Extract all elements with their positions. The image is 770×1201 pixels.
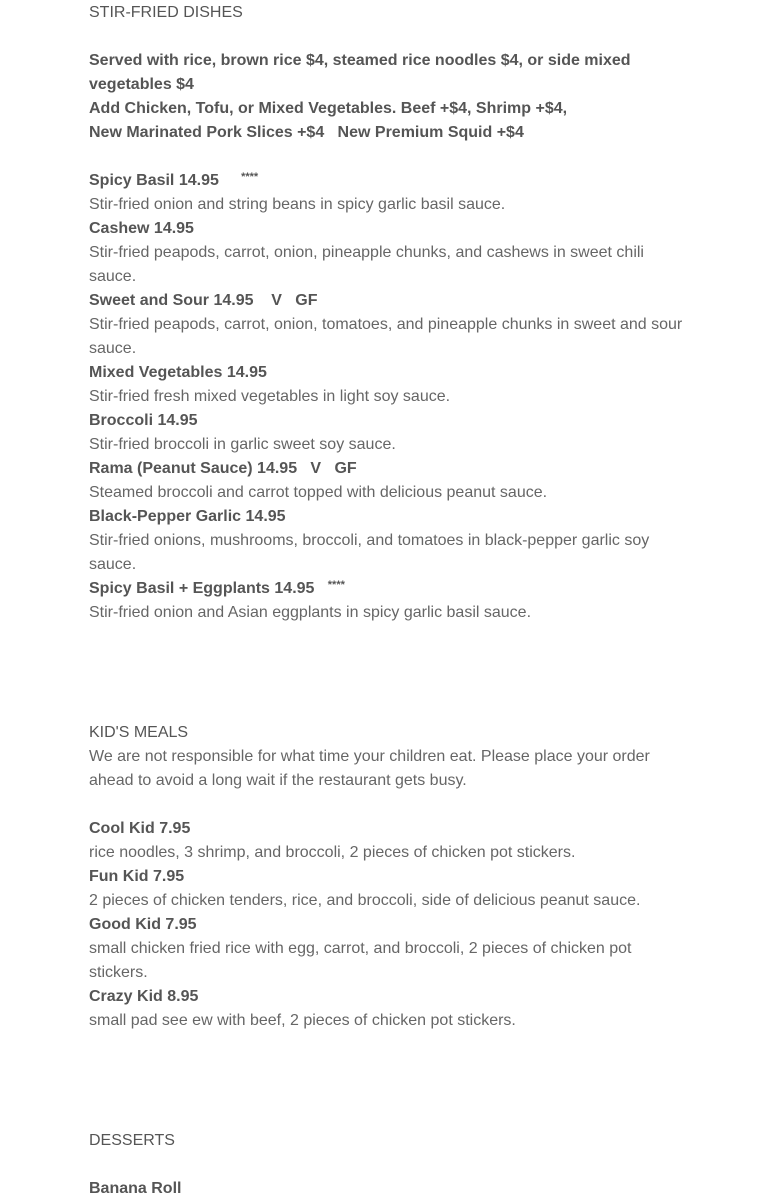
menu-item — [89, 577, 689, 625]
menu-item-desc: small pad see ew with beef, 2 pieces of chicken pot stickers. — [89, 1012, 516, 1029]
stir-fried-note: New Marinated Pork Slices +$4 New Premium Squid +$4 — [89, 124, 524, 141]
menu-item-desc: Stir-fried fresh mixed vegetables in light soy sauce. — [89, 388, 451, 405]
menu-item-desc: Stir-fried onion and string beans in spicy garlic basil sauce. — [89, 196, 506, 213]
menu-item-name: Cool Kid 7.95 — [89, 820, 191, 837]
stir-fried-note: Served with rice, brown rice $4, steamed rice noodles $4, or side mixed vegetables $4 — [89, 52, 635, 93]
menu-item-desc: Stir-fried onion and Asian eggplants in spicy garlic basil sauce. — [89, 604, 532, 621]
menu-item — [89, 289, 689, 361]
menu-item-name: Mixed Vegetables 14.95 — [89, 364, 267, 381]
desserts-heading: DESSERTS — [89, 1132, 175, 1149]
menu-item-desc: Steamed broccoli and carrot topped with delicious peanut sauce. — [89, 484, 548, 501]
menu-item-desc: rice noodles, 3 shrimp, and broccoli, 2 pieces of chicken pot stickers. — [89, 844, 576, 861]
menu-item-desc: Stir-fried onions, mushrooms, broccoli, and tomatoes in black-pepper garlic soy sauce. — [89, 532, 654, 573]
menu-item-desc: Stir-fried peapods, carrot, onion, pineapple chunks, and cashews in sweet chili sauce. — [89, 244, 649, 285]
spicy-marks: **** — [327, 579, 345, 591]
menu-item-desc: Stir-fried peapods, carrot, onion, tomatoes, and pineapple chunks in sweet and sour sauce. — [89, 316, 687, 357]
menu-item-name: Broccoli 14.95 — [89, 412, 198, 429]
kids-note: We are not responsible for what time your children eat. Please place your order ahead to avoid a long wait if the restaurant gets busy. — [89, 748, 655, 789]
menu-item-name: Fun Kid 7.95 — [89, 868, 185, 885]
menu-item-name: Black-Pepper Garlic 14.95 — [89, 508, 286, 525]
menu-item — [89, 505, 689, 577]
menu-document — [89, 1, 689, 1201]
menu-item-desc: 2 pieces of chicken tenders, rice, and broccoli, side of delicious peanut sauce. — [89, 892, 641, 909]
menu-item-name — [89, 169, 689, 193]
menu-item — [89, 169, 689, 217]
menu-item — [89, 985, 689, 1033]
kids-heading: KID'S MEALS — [89, 724, 189, 741]
menu-item — [89, 913, 689, 985]
dessert-item-name: Banana Roll — [89, 1180, 182, 1197]
menu-item — [89, 361, 689, 409]
menu-item-title: Spicy Basil + Eggplants 14.95 — [89, 580, 328, 597]
menu-item-title: Spicy Basil 14.95 — [89, 172, 242, 189]
menu-item-name: Cashew 14.95 — [89, 220, 194, 237]
stir-fried-note: Add Chicken, Tofu, or Mixed Vegetables. Beef +$4, Shrimp +$4, — [89, 100, 568, 117]
menu-item-name: Sweet and Sour 14.95 V GF — [89, 292, 318, 309]
menu-item-name: Good Kid 7.95 — [89, 916, 197, 933]
menu-item-name: Crazy Kid 8.95 — [89, 988, 199, 1005]
menu-item-name: Rama (Peanut Sauce) 14.95 V GF — [89, 460, 357, 477]
menu-item — [89, 817, 689, 865]
stir-fried-heading: STIR-FRIED DISHES — [89, 4, 243, 21]
menu-item-desc: small chicken fried rice with egg, carrot, and broccoli, 2 pieces of chicken pot stickers. — [89, 940, 636, 981]
menu-item — [89, 865, 689, 913]
spicy-marks: **** — [241, 171, 259, 183]
menu-item — [89, 409, 689, 457]
menu-item — [89, 217, 689, 289]
menu-item-name — [89, 577, 689, 601]
menu-item — [89, 457, 689, 505]
menu-item-desc: Stir-fried broccoli in garlic sweet soy sauce. — [89, 436, 396, 453]
